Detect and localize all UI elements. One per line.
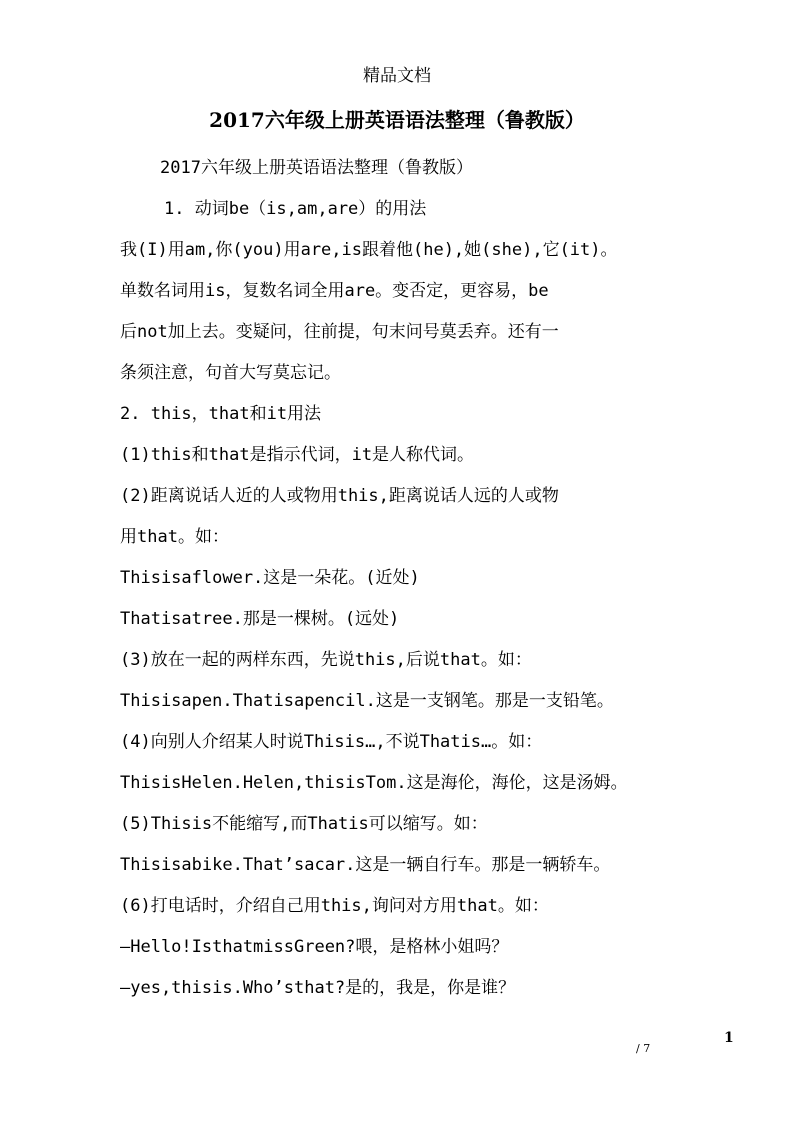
example-line: ThisisHelen.Helen,thisisTom.这是海伦，海伦，这是汤姆。	[120, 773, 628, 793]
body-line: 条须注意，句首大写莫忘记。	[120, 363, 341, 383]
body-line: (4)向别人介绍某人时说Thisis…,不说Thatis…。如：	[120, 732, 543, 752]
body-line: (1)this和that是指示代词，it是人称代词。	[120, 445, 475, 465]
subtitle-line: 2017六年级上册英语语法整理（鲁教版）	[160, 158, 473, 178]
document-body	[120, 148, 685, 1009]
page-number: 1	[724, 1030, 734, 1046]
example-line: —Hello!IsthatmissGreen?喂，是格林小姐吗？	[120, 937, 509, 957]
page-header: 精品文档	[363, 66, 431, 86]
body-line: (3)放在一起的两样东西，先说this,后说that。如：	[120, 650, 532, 670]
body-line: (5)Thisis不能缩写,而Thatis可以缩写。如：	[120, 814, 488, 834]
page-total: / 7	[636, 1042, 651, 1055]
body-line: 我(I)用am,你(you)用are,is跟着他(he),她(she),它(it)。	[120, 240, 618, 260]
body-line: 用that。如：	[120, 527, 229, 547]
section-heading-1: 1. 动词be（is,am,are）的用法	[164, 199, 427, 219]
body-line: 后not加上去。变疑问，往前提，句末问号莫丢弃。还有一	[120, 322, 559, 342]
example-line: Thisisabike.That’sacar.这是一辆自行车。那是一辆轿车。	[120, 855, 611, 875]
example-line: Thatisatree.那是一棵树。(远处)	[120, 609, 400, 629]
example-line: Thisisapen.Thatisapencil.这是一支钢笔。那是一支铅笔。	[120, 691, 614, 711]
document-title: 2017六年级上册英语语法整理（鲁教版）	[209, 108, 585, 132]
example-line: —yes,thisis.Who’sthat?是的，我是，你是谁？	[120, 978, 516, 998]
body-line: (2)距离说话人近的人或物用this,距离说话人远的人或物	[120, 486, 559, 506]
body-line: (6)打电话时，介绍自己用this,询问对方用that。如：	[120, 896, 549, 916]
body-line: 单数名词用is，复数名词全用are。变否定，更容易，be	[120, 281, 549, 301]
section-heading-2: 2. this，that和it用法	[120, 404, 322, 424]
example-line: Thisisaflower.这是一朵花。(近处)	[120, 568, 420, 588]
